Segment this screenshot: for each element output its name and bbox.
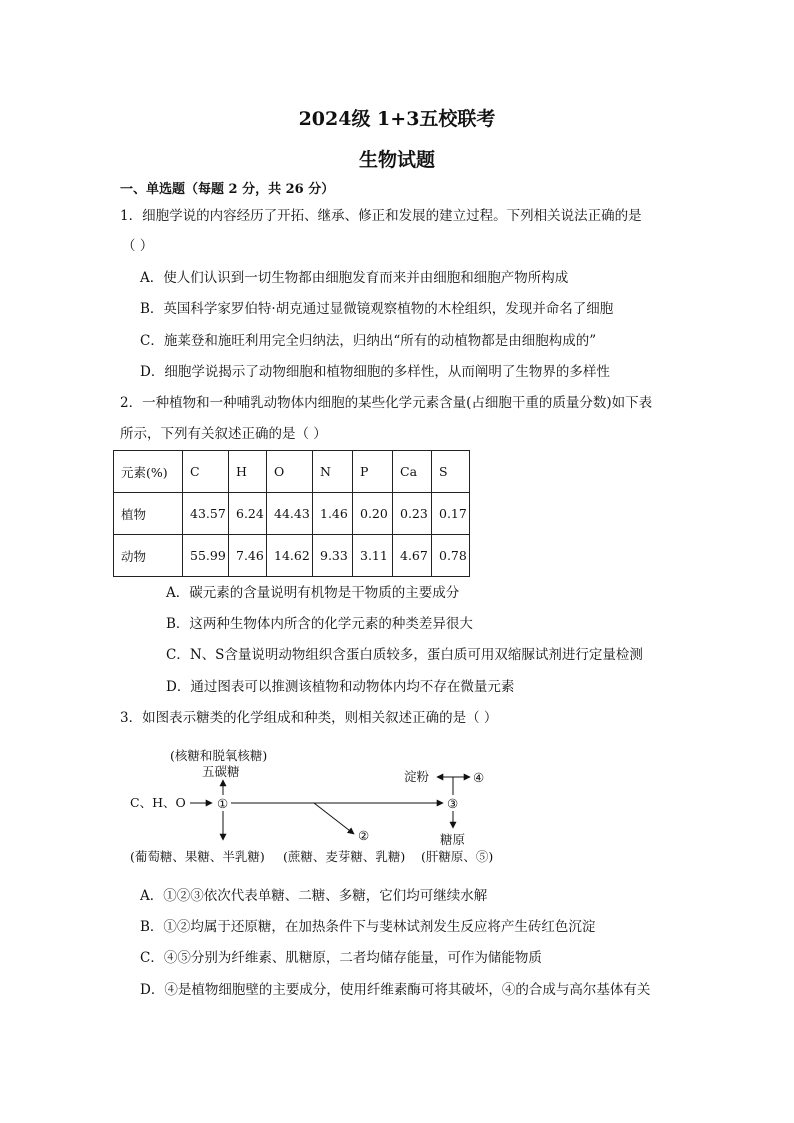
table-header-cell: H <box>229 451 267 493</box>
table-header-cell: 元素(%) <box>114 451 183 493</box>
question-3-stem: 3．如图表示糖类的化学组成和种类，则相关叙述正确的是（ ） <box>120 710 498 726</box>
table-cell: 9.33 <box>313 535 353 577</box>
diagram-label-polysaccharides: (肝糖原、⑤) <box>421 849 494 864</box>
question-1-stem: 1．细胞学说的内容经历了开拓、继承、修正和发展的建立过程。下列相关说法正确的是 <box>120 208 642 224</box>
question-3-option-c: C．④⑤分别为纤维素、肌糖原，二者均储存能量，可作为储能物质 <box>140 950 542 966</box>
diagram-label-elements: C、H、O <box>130 795 186 810</box>
table-cell: 0.17 <box>432 493 470 535</box>
question-2-stem: 2．一种植物和一种哺乳动物体内细胞的某些化学元素含量(占细胞干重的质量分数)如下表 <box>120 395 653 411</box>
question-2-option-b: B．这两种生物体内所含的化学元素的种类差异很大 <box>166 616 473 632</box>
exam-subject: 生物试题 <box>358 149 435 171</box>
table-cell: 1.46 <box>313 493 353 535</box>
table-cell: 44.43 <box>267 493 313 535</box>
table-header-cell: O <box>267 451 313 493</box>
table-cell: 6.24 <box>229 493 267 535</box>
table-cell: 55.99 <box>183 535 229 577</box>
question-3-option-d: D．④是植物细胞壁的主要成分，使用纤维素酶可将其破坏，④的合成与高尔基体有关 <box>140 982 651 998</box>
diagram-label-monosaccharides: (葡萄糖、果糖、半乳糖) <box>130 849 265 864</box>
table-header-cell: C <box>183 451 229 493</box>
table-cell: 0.20 <box>353 493 393 535</box>
question-1-option-c: C．施莱登和施旺利用完全归纳法，归纳出“所有的动植物都是由细胞构成的” <box>140 333 597 349</box>
exam-title: 2024级 1+3五校联考 <box>298 108 496 130</box>
table-cell: 植物 <box>114 493 183 535</box>
question-3-option-b: B．①②均属于还原糖，在加热条件下与斐林试剂发生反应将产生砖红色沉淀 <box>140 919 596 935</box>
question-2-option-a: A．碳元素的含量说明有机物是干物质的主要成分 <box>166 585 460 601</box>
diagram-label-pentose: 五碳糖 <box>202 764 240 779</box>
diagram-label-glycogen: 糖原 <box>440 832 466 847</box>
table-header-cell: N <box>313 451 353 493</box>
table-header-cell: P <box>353 451 393 493</box>
table-cell: 3.11 <box>353 535 393 577</box>
section-heading: 一、单选题（每题 2 分，共 26 分） <box>120 182 335 197</box>
table-header-cell: S <box>432 451 470 493</box>
table-cell: 0.78 <box>432 535 470 577</box>
table-cell: 7.46 <box>229 535 267 577</box>
question-1-option-b: B．英国科学家罗伯特·胡克通过显微镜观察植物的木栓组织，发现并命名了细胞 <box>140 301 614 317</box>
diagram-label-nucleic-sugars: (核糖和脱氧核糖) <box>170 748 268 763</box>
question-1-option-a: A．使人们认识到一切生物都由细胞发育而来并由细胞和细胞产物所构成 <box>140 270 569 286</box>
diagram-node-1: ① <box>217 796 229 811</box>
arrow-to-node2 <box>314 803 354 834</box>
table-cell: 0.23 <box>393 493 432 535</box>
diagram-label-disaccharides: (蔗糖、麦芽糖、乳糖) <box>283 849 406 864</box>
table-cell: 14.62 <box>267 535 313 577</box>
diagram-node-4: ④ <box>473 770 485 785</box>
question-2-option-c: C．N、S含量说明动物组织含蛋白质较多，蛋白质可用双缩脲试剂进行定量检测 <box>166 647 643 663</box>
question-3-option-a: A．①②③依次代表单糖、二糖、多糖，它们均可继续水解 <box>140 888 488 904</box>
question-1-option-d: D．细胞学说揭示了动物细胞和植物细胞的多样性，从而阐明了生物界的多样性 <box>140 364 610 380</box>
table-cell: 动物 <box>114 535 183 577</box>
question-2-stem-cont: 所示，下列有关叙述正确的是（ ） <box>120 426 327 442</box>
table-header-cell: Ca <box>393 451 432 493</box>
table-cell: 4.67 <box>393 535 432 577</box>
question-2-option-d: D．通过图表可以推测该植物和动物体内均不存在微量元素 <box>166 679 515 695</box>
diagram-node-2: ② <box>358 828 370 843</box>
diagram-label-starch: 淀粉 <box>404 769 430 784</box>
question-1-blank: （ ） <box>122 238 154 254</box>
diagram-node-3: ③ <box>447 796 459 811</box>
table-cell: 43.57 <box>183 493 229 535</box>
